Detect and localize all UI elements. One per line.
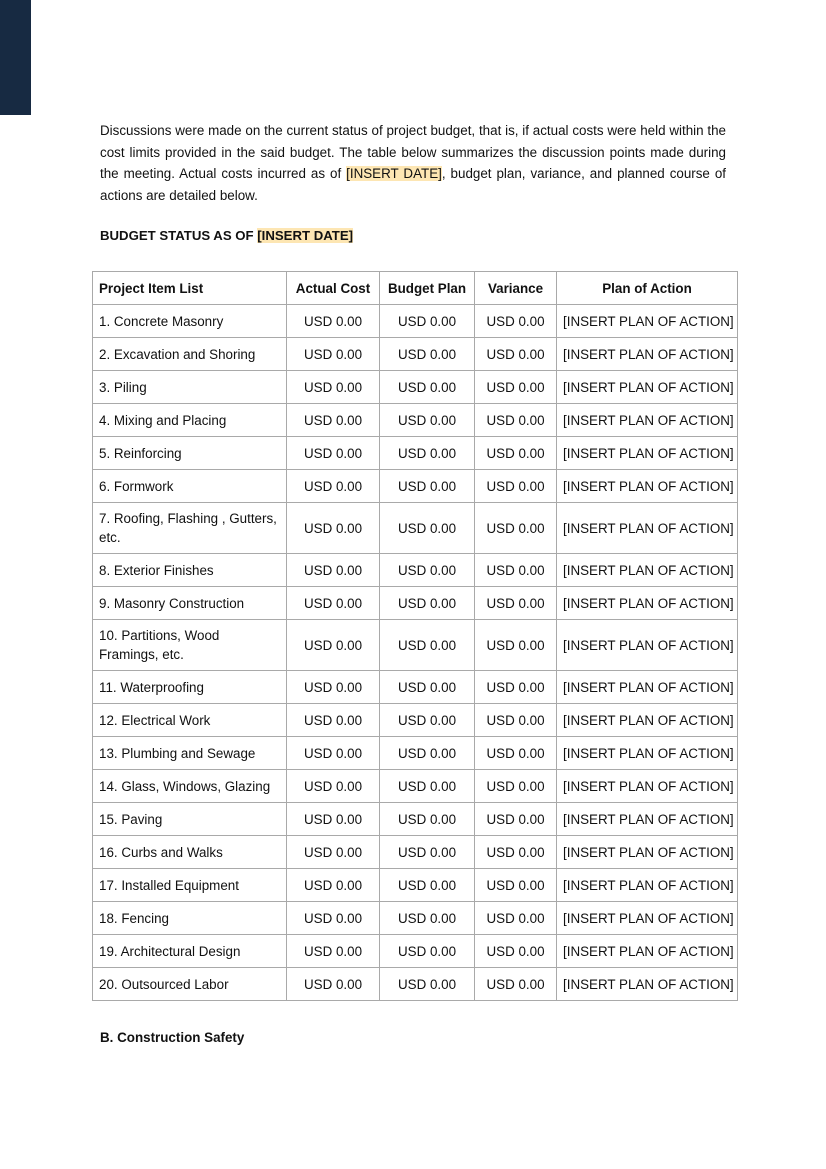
variance-cell: USD 0.00 (475, 404, 557, 437)
budget-plan-cell: USD 0.00 (380, 902, 475, 935)
budget-plan-cell: USD 0.00 (380, 869, 475, 902)
budget-plan-cell: USD 0.00 (380, 437, 475, 470)
project-item-cell: 9. Masonry Construction (93, 587, 287, 620)
variance-cell: USD 0.00 (475, 620, 557, 671)
project-item-cell: 12. Electrical Work (93, 704, 287, 737)
heading-date-placeholder: [INSERT DATE] (257, 228, 354, 243)
budget-status-heading-prefix: BUDGET STATUS AS OF (100, 228, 258, 243)
table-row (93, 935, 738, 968)
header-budget-plan: Budget Plan (380, 272, 475, 305)
project-item-cell: 8. Exterior Finishes (93, 554, 287, 587)
actual-cost-cell: USD 0.00 (287, 404, 380, 437)
variance-cell: USD 0.00 (475, 935, 557, 968)
plan-of-action-cell: [INSERT PLAN OF ACTION] (557, 338, 738, 371)
table-row (93, 869, 738, 902)
actual-cost-cell: USD 0.00 (287, 737, 380, 770)
budget-plan-cell: USD 0.00 (380, 503, 475, 554)
plan-of-action-cell: [INSERT PLAN OF ACTION] (557, 836, 738, 869)
budget-plan-cell: USD 0.00 (380, 470, 475, 503)
variance-cell: USD 0.00 (475, 836, 557, 869)
project-item-cell: 10. Partitions, Wood Framings, etc. (93, 620, 287, 671)
budget-plan-cell: USD 0.00 (380, 338, 475, 371)
table-row (93, 437, 738, 470)
table-row (93, 503, 738, 554)
budget-plan-cell: USD 0.00 (380, 770, 475, 803)
plan-of-action-cell: [INSERT PLAN OF ACTION] (557, 671, 738, 704)
table-row (93, 671, 738, 704)
header-actual-cost: Actual Cost (287, 272, 380, 305)
actual-cost-cell: USD 0.00 (287, 836, 380, 869)
project-item-cell: 11. Waterproofing (93, 671, 287, 704)
project-item-cell: 18. Fencing (93, 902, 287, 935)
project-item-cell: 14. Glass, Windows, Glazing (93, 770, 287, 803)
plan-of-action-cell: [INSERT PLAN OF ACTION] (557, 935, 738, 968)
variance-cell: USD 0.00 (475, 587, 557, 620)
table-body (93, 305, 738, 1001)
table-row (93, 554, 738, 587)
actual-cost-cell: USD 0.00 (287, 770, 380, 803)
budget-plan-cell: USD 0.00 (380, 371, 475, 404)
plan-of-action-cell: [INSERT PLAN OF ACTION] (557, 803, 738, 836)
header-variance: Variance (475, 272, 557, 305)
variance-cell: USD 0.00 (475, 503, 557, 554)
plan-of-action-cell: [INSERT PLAN OF ACTION] (557, 371, 738, 404)
plan-of-action-cell: [INSERT PLAN OF ACTION] (557, 869, 738, 902)
table-row (93, 737, 738, 770)
actual-cost-cell: USD 0.00 (287, 371, 380, 404)
budget-plan-cell: USD 0.00 (380, 404, 475, 437)
table-row (93, 305, 738, 338)
variance-cell: USD 0.00 (475, 371, 557, 404)
actual-cost-cell: USD 0.00 (287, 704, 380, 737)
table-row (93, 902, 738, 935)
actual-cost-cell: USD 0.00 (287, 803, 380, 836)
table-row (93, 803, 738, 836)
project-item-cell: 5. Reinforcing (93, 437, 287, 470)
insert-date-placeholder: [INSERT DATE] (346, 166, 442, 181)
intro-paragraph (100, 120, 726, 206)
budget-plan-cell: USD 0.00 (380, 704, 475, 737)
actual-cost-cell: USD 0.00 (287, 305, 380, 338)
intro-text-part2: , budget plan, variance, and planned course of actions are detailed below. (100, 166, 727, 203)
budget-plan-cell: USD 0.00 (380, 803, 475, 836)
variance-cell: USD 0.00 (475, 671, 557, 704)
plan-of-action-cell: [INSERT PLAN OF ACTION] (557, 587, 738, 620)
table-header-row (93, 272, 738, 305)
budget-status-table (92, 271, 738, 1001)
budget-status-heading (100, 228, 353, 243)
plan-of-action-cell: [INSERT PLAN OF ACTION] (557, 554, 738, 587)
table-row (93, 770, 738, 803)
actual-cost-cell: USD 0.00 (287, 338, 380, 371)
plan-of-action-cell: [INSERT PLAN OF ACTION] (557, 305, 738, 338)
table-row (93, 338, 738, 371)
corner-accent-bar (0, 0, 31, 115)
plan-of-action-cell: [INSERT PLAN OF ACTION] (557, 620, 738, 671)
project-item-cell: 7. Roofing, Flashing , Gutters, etc. (93, 503, 287, 554)
budget-plan-cell: USD 0.00 (380, 836, 475, 869)
project-item-cell: 15. Paving (93, 803, 287, 836)
variance-cell: USD 0.00 (475, 869, 557, 902)
variance-cell: USD 0.00 (475, 968, 557, 1001)
variance-cell: USD 0.00 (475, 704, 557, 737)
budget-plan-cell: USD 0.00 (380, 305, 475, 338)
table-row (93, 371, 738, 404)
actual-cost-cell: USD 0.00 (287, 620, 380, 671)
header-plan-of-action: Plan of Action (557, 272, 738, 305)
actual-cost-cell: USD 0.00 (287, 470, 380, 503)
actual-cost-cell: USD 0.00 (287, 503, 380, 554)
project-item-cell: 1. Concrete Masonry (93, 305, 287, 338)
actual-cost-cell: USD 0.00 (287, 554, 380, 587)
plan-of-action-cell: [INSERT PLAN OF ACTION] (557, 404, 738, 437)
plan-of-action-cell: [INSERT PLAN OF ACTION] (557, 770, 738, 803)
table-row (93, 968, 738, 1001)
variance-cell: USD 0.00 (475, 338, 557, 371)
variance-cell: USD 0.00 (475, 470, 557, 503)
budget-plan-cell: USD 0.00 (380, 968, 475, 1001)
plan-of-action-cell: [INSERT PLAN OF ACTION] (557, 437, 738, 470)
actual-cost-cell: USD 0.00 (287, 968, 380, 1001)
actual-cost-cell: USD 0.00 (287, 671, 380, 704)
project-item-cell: 13. Plumbing and Sewage (93, 737, 287, 770)
budget-plan-cell: USD 0.00 (380, 935, 475, 968)
header-project-item-list: Project Item List (93, 272, 287, 305)
plan-of-action-cell: [INSERT PLAN OF ACTION] (557, 737, 738, 770)
plan-of-action-cell: [INSERT PLAN OF ACTION] (557, 704, 738, 737)
project-item-cell: 2. Excavation and Shoring (93, 338, 287, 371)
plan-of-action-cell: [INSERT PLAN OF ACTION] (557, 503, 738, 554)
budget-plan-cell: USD 0.00 (380, 620, 475, 671)
table-row (93, 620, 738, 671)
project-item-cell: 16. Curbs and Walks (93, 836, 287, 869)
plan-of-action-cell: [INSERT PLAN OF ACTION] (557, 968, 738, 1001)
budget-plan-cell: USD 0.00 (380, 554, 475, 587)
table-row (93, 404, 738, 437)
table-row (93, 836, 738, 869)
project-item-cell: 4. Mixing and Placing (93, 404, 287, 437)
project-item-cell: 6. Formwork (93, 470, 287, 503)
table-row (93, 704, 738, 737)
variance-cell: USD 0.00 (475, 437, 557, 470)
intro-text-part1: Discussions were made on the current status of project budget, that is, if actual costs were held within the cost limits provided in the said budget. The table below summarizes the discussion points made during the meeting. Actual costs incurred as of (100, 123, 726, 181)
actual-cost-cell: USD 0.00 (287, 869, 380, 902)
variance-cell: USD 0.00 (475, 554, 557, 587)
actual-cost-cell: USD 0.00 (287, 935, 380, 968)
budget-plan-cell: USD 0.00 (380, 737, 475, 770)
budget-plan-cell: USD 0.00 (380, 587, 475, 620)
table-row (93, 587, 738, 620)
actual-cost-cell: USD 0.00 (287, 902, 380, 935)
variance-cell: USD 0.00 (475, 737, 557, 770)
actual-cost-cell: USD 0.00 (287, 437, 380, 470)
project-item-cell: 3. Piling (93, 371, 287, 404)
project-item-cell: 17. Installed Equipment (93, 869, 287, 902)
table-row (93, 470, 738, 503)
variance-cell: USD 0.00 (475, 770, 557, 803)
plan-of-action-cell: [INSERT PLAN OF ACTION] (557, 470, 738, 503)
section-b-heading: B. Construction Safety (100, 1030, 245, 1045)
budget-plan-cell: USD 0.00 (380, 671, 475, 704)
variance-cell: USD 0.00 (475, 902, 557, 935)
project-item-cell: 19. Architectural Design (93, 935, 287, 968)
project-item-cell: 20. Outsourced Labor (93, 968, 287, 1001)
actual-cost-cell: USD 0.00 (287, 587, 380, 620)
variance-cell: USD 0.00 (475, 305, 557, 338)
variance-cell: USD 0.00 (475, 803, 557, 836)
plan-of-action-cell: [INSERT PLAN OF ACTION] (557, 902, 738, 935)
